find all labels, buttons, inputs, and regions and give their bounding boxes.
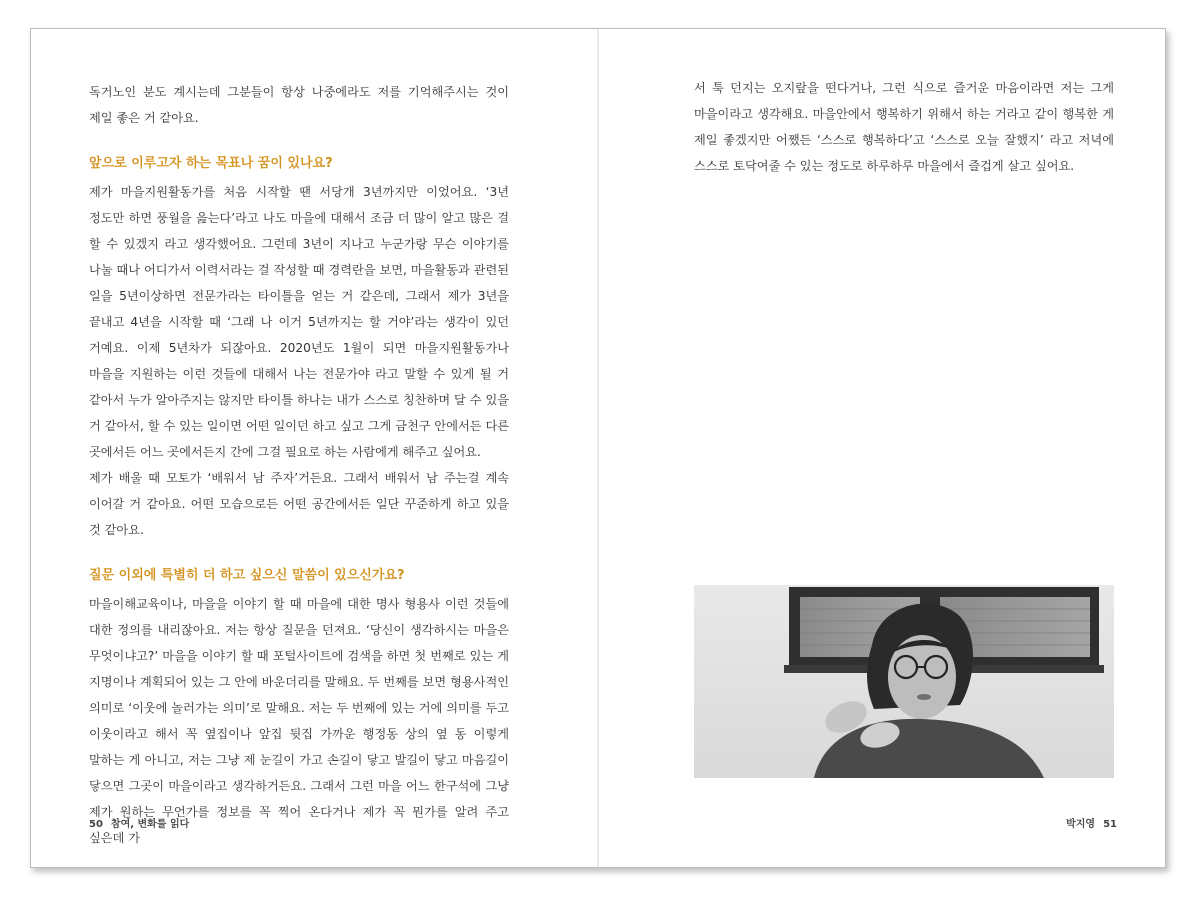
right-text-column	[694, 75, 1114, 179]
additional-paragraph: 마을이해교육이나, 마을을 이야기 할 때 마을에 대한 명사 형용사 이런 것들에 대한 정의를 내리잖아요. 저는 항상 질문을 던져요. ‘당신이 생각하시는 마을은 무엇이냐고?’ 마을을 이야기 할 때 포털사이트에 검색을 하면 첫 번째로 있는 게 지명이나 계획되어 있는 그 안에 바운더리를 말해요. 두 번째를 보면 형용사적인 의미로 ‘이웃에 놀러가는 의미’로 말해요. 저는 두 번째에 있는 거에 의미를 두고 이웃이라고 해서 꼭 옆집이나 앞집 뒷집 가까운 행정동 상의 옆 동 이렇게 말하는 게 아니고, 저는 그냥 제 눈길이 가고 손길이 닿고 발길이 닿고 마음길이 닿으면 그곳이 마을이라고 생각하거든요. 그래서 그런 마을 어느 한구석에 그냥 제가 원하는 무언가를 정보를 꼭 찍어 온다거나 제가 꼭 뭔가를 알려 주고 싶은데 가	[89, 597, 509, 845]
section-heading-goals: 앞으로 이루고자 하는 목표나 꿈이 있나요?	[89, 156, 333, 171]
running-title-right: 박지영	[1066, 819, 1096, 830]
left-text-column	[89, 79, 509, 851]
continued-paragraph: 서 툭 던지는 오지랖을 떤다거나, 그런 식으로 즐거운 마음이라면 저는 그게 마을이라고 생각해요. 마을안에서 행복하기 위해서 하는 거라고 같이 행복한 게 제일 좋겠지만 어쨌든 ‘스스로 행복하다’고 ‘스스로 오늘 잘했지’ 라고 저녁에 스스로 토닥여줄 수 있는 정도로 하루하루 마을에서 즐겁게 살고 싶어요.	[694, 81, 1114, 173]
book-spread	[30, 28, 1166, 868]
running-title-left: 참여, 변화를 읽다	[110, 819, 190, 830]
page-number-right: 51	[1103, 819, 1117, 830]
goals-paragraph-1: 제가 마을지원활동가를 처음 시작할 땐 서당개 3년까지만 이었어요. ‘3년 정도만 하면 풍월을 읊는다’라고 나도 마을에 대해서 조금 더 많이 알고 많은 걸 할 수 있겠지 라고 생각했어요. 그런데 3년이 지나고 누군가랑 무슨 이야기를 나눌 때나 어디가서 이력서라는 걸 작성할 때 경력란을 보면, 마을활동과 관련된 일을 5년이상하면 전문가라는 타이틀을 얻는 거 같은데, 그래서 제가 3년을 끝내고 4년을 시작할 때 ‘그래 나 이거 5년까지는 할 거야’라는 생각이 있던 거예요. 이제 5년차가 되잖아요. 2020년도 1월이 되면 마을지원활동가나 마을을 지원하는 이런 것들에 대해서 나는 전문가야 라고 말할 수 있게 될 거 같아서 누가 알아주지는 않지만 타이틀 하나는 내가 스스로 칭찬하며 달 수 있을 거 같아서, 할 수 있는 일이면 어떤 일이던 하고 싶고 그게 금천구 안에서든 다른 곳에서든 어느 곳에서든지 간에 그걸 필요로 하는 사람에게 해주고 싶어요.	[89, 185, 509, 459]
left-page	[31, 29, 597, 867]
right-footer	[1066, 815, 1117, 830]
interview-photo	[694, 585, 1114, 778]
left-footer	[89, 815, 189, 830]
page-number-left: 50	[89, 819, 103, 830]
interview-photo-image	[694, 585, 1114, 778]
intro-paragraph: 독거노인 분도 계시는데 그분들이 항상 나중에라도 저를 기억해주시는 것이 제일 좋은 거 같아요.	[89, 85, 509, 125]
goals-paragraph-2: 제가 배울 때 모토가 ‘배워서 남 주자’거든요. 그래서 배워서 남 주는걸 계속 이어갈 거 같아요. 어떤 모습으로든 어떤 공간에서든 일단 꾸준하게 하고 있을 것 같아요.	[89, 471, 509, 537]
section-heading-additional: 질문 이외에 특별히 더 하고 싶으신 말씀이 있으신가요?	[89, 568, 405, 583]
right-page	[599, 29, 1165, 867]
